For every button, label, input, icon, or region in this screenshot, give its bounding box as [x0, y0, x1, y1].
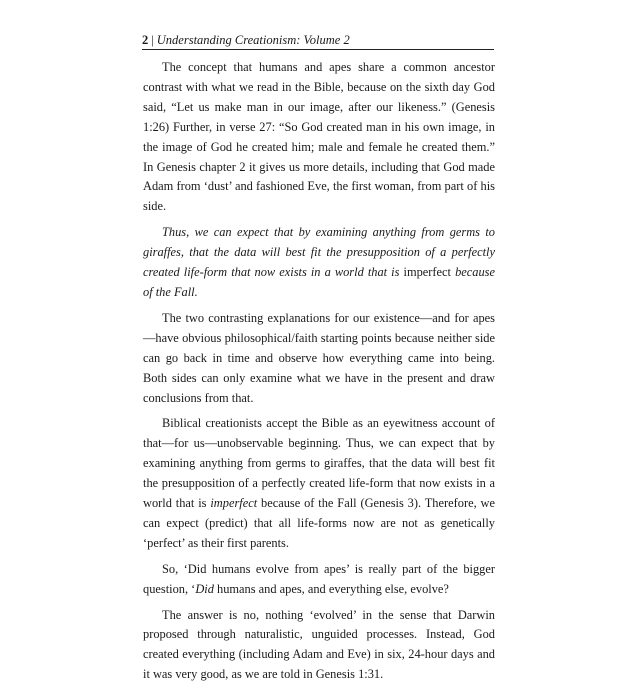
- header-separator: |: [151, 33, 154, 47]
- paragraph-6: The answer is no, nothing ‘evolved’ in the sense that Darwin proposed through naturalistic, unguided processes. Instead, God created everything (including Adam and Eve) in six, 24-hour days and it was very good, as we are told in Genesis 1:31.: [143, 607, 495, 682]
- book-title: Understanding Creationism: Volume 2: [156, 33, 350, 47]
- paragraph-4-emphasis: imperfect: [210, 496, 258, 511]
- paragraph-2-part-1: Thus, we can expect that by examining anything from germs to giraffes, that the data will best fit the presupposition of a perfectly created life-form that now exists in a world that is: [143, 225, 495, 280]
- paragraph-4-part-2: because of the Fall (Genesis 3). Therefore, we can expect (predict) that all life-forms now are not as genetically ‘perfect’ as their first parents.: [143, 496, 495, 550]
- paragraph-4: [143, 414, 495, 553]
- paragraph-3: The two contrasting explanations for our existence—and for apes—have obvious philosophical/faith starting points because neither side can go back in time and observe how everything came into being. Both sides can only examine what we have in the present and draw conclusions from that.: [143, 310, 495, 405]
- paragraph-4-part-1: Biblical creationists accept the Bible as an eyewitness account of that—for us—unobservable beginning. Thus, we can expect that by examining anything from germs to giraffes, that the data will best fit the presupposition of a perfectly created life-form that now exists in a world that is: [143, 416, 495, 511]
- paragraph-5-part-2: humans and apes, and everything else, evolve?: [213, 581, 449, 596]
- paragraph-5-part-1: So, ‘Did humans evolve from apes’ is really part of the bigger question, ‘: [143, 561, 495, 596]
- page-number: 2: [142, 33, 149, 47]
- paragraph-1: The concept that humans and apes share a common ancestor contrast with what we read in the Bible, because on the sixth day God said, “Let us make man in our image, after our likeness.” (Genesis 1:26) Further, in verse 27: “So God created man in his own image, in the image of God he created him; male and female he created them.” In Genesis chapter 2 it gives us more details, including that God made Adam from ‘dust’ and fashioned Eve, the first woman, from part of his side.: [143, 60, 495, 214]
- running-header: [142, 33, 494, 50]
- paragraph-2-part-2: because of the Fall.: [143, 265, 495, 299]
- paragraph-2-emphasis: imperfect: [403, 265, 451, 280]
- paragraph-5: [143, 560, 495, 600]
- page-body: [143, 58, 495, 691]
- paragraph-2: [143, 223, 495, 303]
- paragraph-5-emphasis: Did: [195, 581, 214, 596]
